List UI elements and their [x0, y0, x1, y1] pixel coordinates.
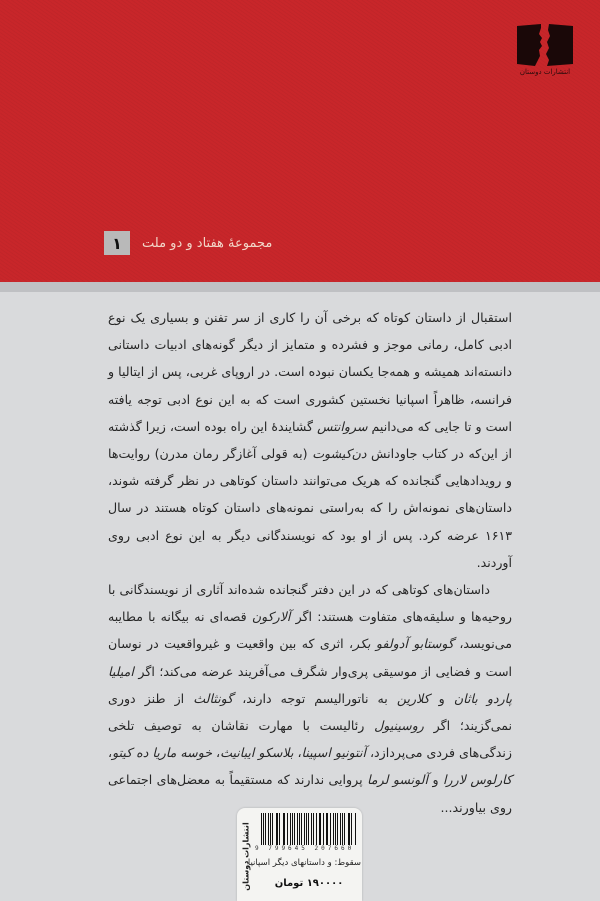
panel-divider	[0, 282, 600, 292]
author-name: خوسه ماریا ده کیتو	[112, 745, 213, 761]
series-number-box: ۱	[104, 231, 130, 255]
blurb-paragraph: استقبال از داستان کوتاه که برخی آن را کاری از سر تفنن و بسیاری یک نوع ادبی کامل، رمانی موجز و فشرده و متمایز از دیگر گونه‌های ادبیات داستانی دانسته‌اند همیشه و همه‌جا یکسان نبوده است. در اروپای غربی، پس از ایتالیا و فرانسه، ظاهراً اسپانیا نخستین کشوری است که به این نوع ادبی توجه یافته است و تا جایی که می‌دانیم سروانتس گشایندهٔ این راه بوده است، زیرا گذشته از این‌که در کتاب جاودانش دن‌کیشوت (به قولی آغازگر رمان مدرن) روایت‌ها و رویدادهایی گنجانده که هریک می‌توانند داستان کوتاهی در نظر گرفته شوند، داستان‌های نمونه‌اش را که به‌راستی نمونه‌های داستان کوتاه هستند در سال ۱۶۱۳ عرضه کرد. پس از او بود که نویسندگانی دیگر به این نوع ادبی روی آوردند.	[108, 310, 512, 570]
sticker-price: ۱۹۰۰۰۰ تومان	[274, 878, 344, 889]
author-name: کلارین	[396, 690, 430, 706]
author-name: آلونسو لرما	[367, 772, 429, 788]
series-title: مجموعهٔ هفتاد و دو ملت	[142, 235, 273, 251]
barcode-bar	[344, 813, 345, 845]
barcode-bar	[270, 813, 271, 845]
barcode	[261, 813, 356, 845]
barcode-bar	[316, 813, 317, 845]
blurb-paragraph: داستان‌های کوتاهی که در این دفتر گنجانده شده‌اند آثاری از نویسندگانی با روحیه‌ها و سلیقه‌های متفاوت هستند: اگر آلارکون قصه‌ای نه بیگانه با مطایبه می‌نویسد، گوستابو آدولفو بکر، اثری که بین واقعیت و غیرواقعیت در نوسان است و فضایی از موسیقی پری‌وار شگرف می‌آفریند عرضه می‌کند؛ اگر امیلیا پاردو باثان و کلارین به ناتورالیسم توجه دارند، گونثالث از طنز دوری نمی‌گزیند؛ اگر روسینیول رئالیست با مهارت نقاشان به توصیف تلخی زندگی‌های فردی می‌پردازد، آنتونیو اسپینا، بلاسکو ایبانیث، خوسه ماریا ده کیتو، کارلوس لاررا و آلونسو لرما پروایی ندارند که مستقیماً به معضل‌های اجتماعی روی بیاورند...	[108, 582, 513, 815]
barcode-bar	[304, 813, 305, 845]
author-name: بلاسکو ایبانیث	[220, 745, 294, 761]
cover-red-panel	[0, 0, 600, 282]
barcode-bar	[283, 813, 284, 845]
author-name: امیلیا پاردو باثان	[108, 663, 512, 706]
barcode-bar	[279, 813, 280, 845]
barcode-bar	[351, 813, 352, 845]
sticker-publisher: انتشارات دوستان	[241, 821, 251, 891]
barcode-digits: 9 799645 207660	[255, 845, 355, 852]
author-name: آنتونیو اسپینا	[301, 745, 366, 761]
publisher-name: انتشارات دوستان	[519, 68, 571, 76]
barcode-bar	[301, 813, 302, 845]
barcode-bar	[335, 813, 336, 845]
barcode-bar	[268, 813, 269, 845]
barcode-bar	[287, 813, 288, 845]
author-name: گوستابو آدولفو بکر	[353, 636, 454, 652]
barcode-bar	[261, 813, 262, 845]
barcode-bar	[311, 813, 312, 845]
barcode-bar	[294, 813, 295, 845]
series-label	[104, 231, 272, 255]
sticker-book-title: سقوط: و داستانهای دیگر اسپانیا	[247, 858, 361, 868]
author-name: گونثالث	[193, 690, 234, 706]
barcode-bar	[327, 813, 328, 845]
author-name: سروانتس	[317, 418, 368, 434]
author-name: آلارکون	[251, 609, 291, 625]
author-name: روسینیول	[374, 718, 424, 734]
barcode-bar	[342, 813, 343, 845]
barcode-bar	[323, 813, 324, 845]
price-sticker	[237, 808, 362, 901]
author-name: کارلوس لاررا	[443, 772, 512, 788]
back-cover-blurb	[108, 304, 512, 821]
author-name: دن‌کیشوت	[312, 446, 367, 462]
